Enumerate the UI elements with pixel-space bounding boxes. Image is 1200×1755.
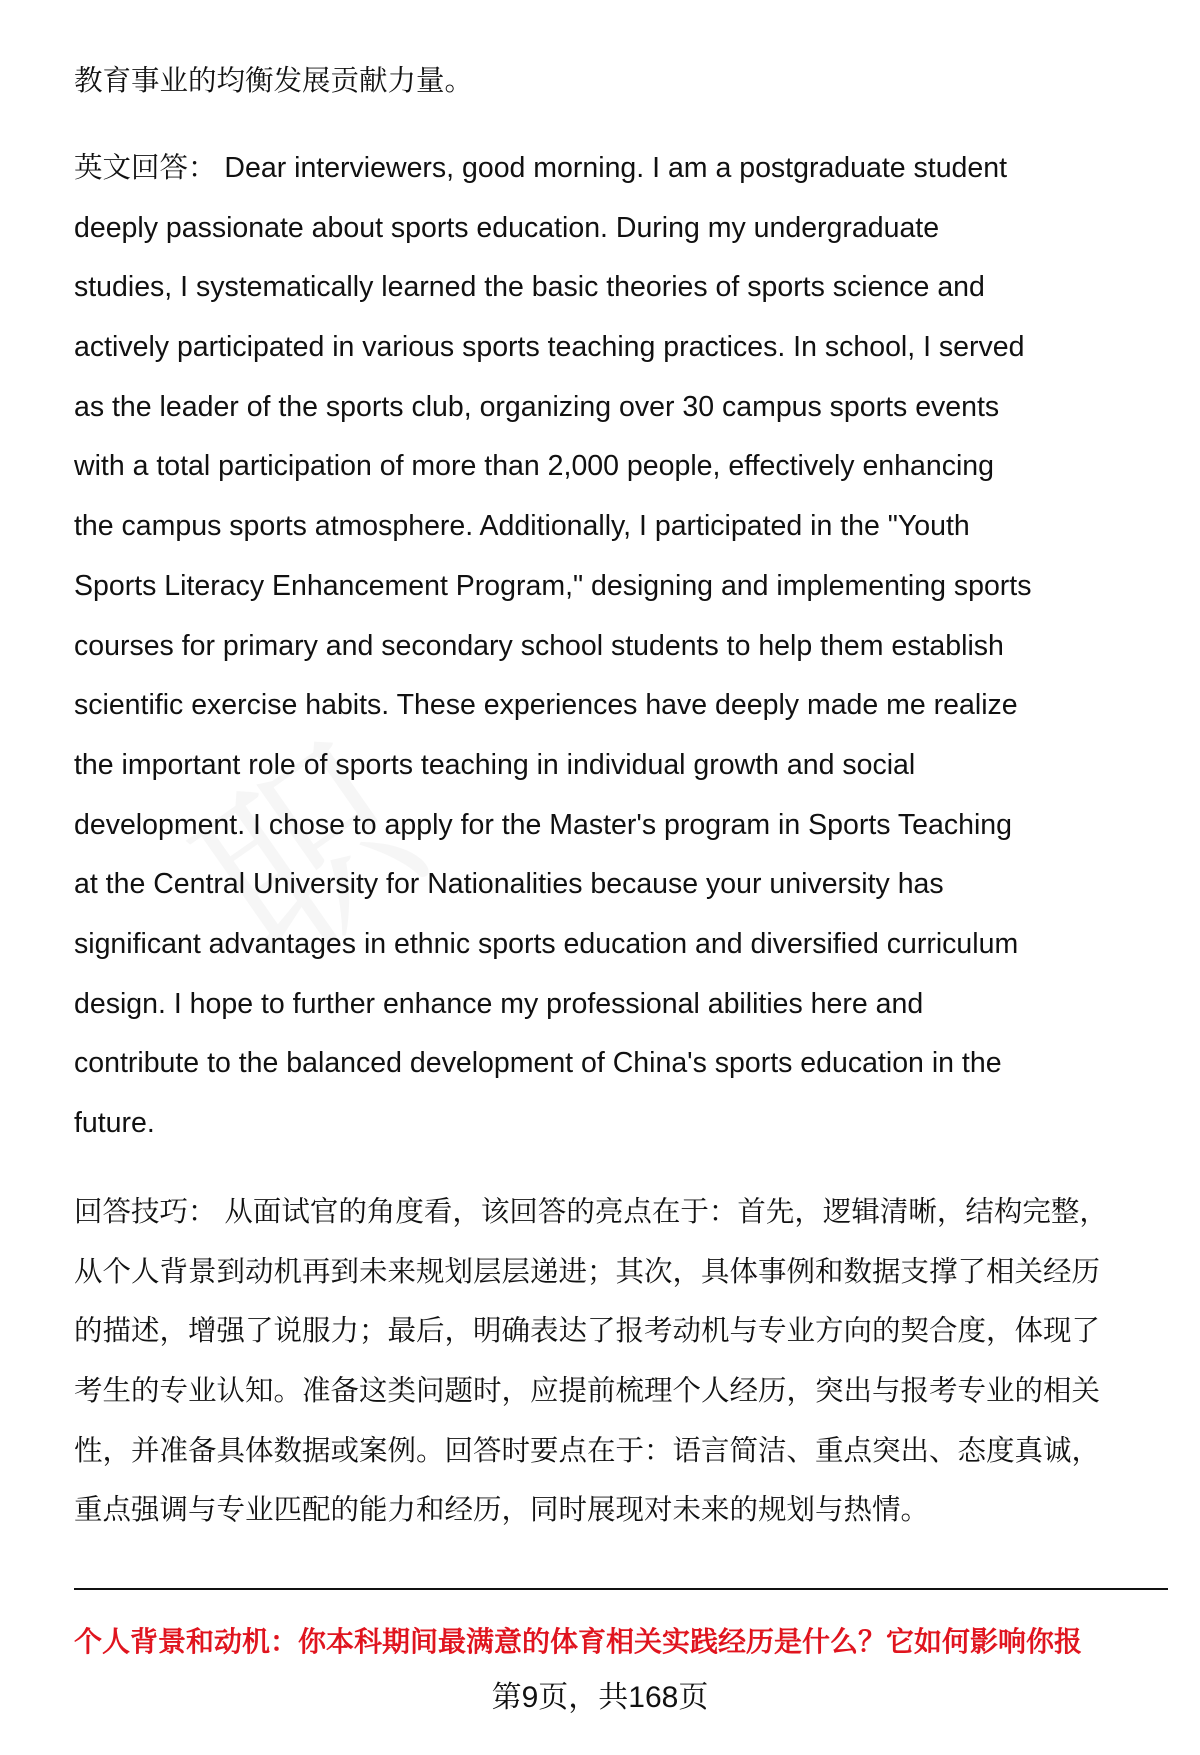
english-answer-line: as the leader of the sports club, organizing over 30 campus sports events [74, 390, 1000, 423]
tips-line: 重点强调与专业匹配的能力和经历，同时展现对未来的规划与热情。 [74, 1494, 930, 1527]
section-divider [74, 1588, 1168, 1590]
next-question-heading: 个人背景和动机：你本科期间最满意的体育相关实践经历是什么？它如何影响你报 [74, 1626, 1083, 1657]
english-answer-line: the campus sports atmosphere. Additionally, I participated in the "Youth [74, 510, 970, 543]
english-answer-line: significant advantages in ethnic sports education and diversified curriculum [74, 927, 1019, 960]
tips-line: 性，并准备具体数据或案例。回答时要点在于：语言简洁、重点突出、态度真诚， [74, 1434, 1101, 1467]
intro-tail-text: 教育事业的均衡发展贡献力量。 [74, 65, 474, 97]
tips-line: 回答技巧： 从面试官的角度看，该回答的亮点在于：首先，逻辑清晰，结构完整， [74, 1196, 1108, 1228]
english-answer-line: development. I chose to apply for the Master's program in Sports Teaching [74, 808, 1012, 841]
english-answer-line: courses for primary and secondary school students to help them establish [74, 629, 1004, 662]
tips-line: 考生的专业认知。准备这类问题时，应提前梳理个人经历，突出与报考专业的相关 [74, 1375, 1101, 1408]
tips-line: 的描述，增强了说服力；最后，明确表达了报考动机与专业方向的契合度，体现了 [74, 1315, 1101, 1348]
english-answer-line: the important role of sports teaching in individual growth and social [74, 748, 916, 781]
english-answer-line: scientific exercise habits. These experiences have deeply made me realize [74, 689, 1018, 722]
english-answer-line: studies, I systematically learned the basic theories of sports science and [74, 271, 985, 304]
english-answer-line: design. I hope to further enhance my professional abilities here and [74, 987, 924, 1020]
english-answer-line: 英文回答： Dear interviewers, good morning. I am a postgraduate student [74, 152, 1008, 184]
english-answer-line: contribute to the balanced development of China's sports education in the [74, 1047, 1002, 1080]
english-answer-line: actively participated in various sports teaching practices. In school, I served [74, 331, 1025, 364]
english-answer-line: at the Central University for Nationalities because your university has [74, 868, 944, 901]
english-answer-line: Sports Literacy Enhancement Program," designing and implementing sports [74, 569, 1032, 602]
english-answer-line: with a total participation of more than 2,000 people, effectively enhancing [74, 450, 994, 483]
page-number: 第9页，共168页 [491, 1681, 709, 1714]
answer-tips [74, 1183, 1184, 1541]
english-answer [74, 139, 1184, 1154]
english-answer-line: future. [74, 1107, 155, 1139]
english-answer-line: deeply passionate about sports education. During my undergraduate [74, 211, 940, 244]
tips-line: 从个人背景到动机再到未来规划层层递进；其次，具体事例和数据支撑了相关经历 [74, 1255, 1101, 1288]
